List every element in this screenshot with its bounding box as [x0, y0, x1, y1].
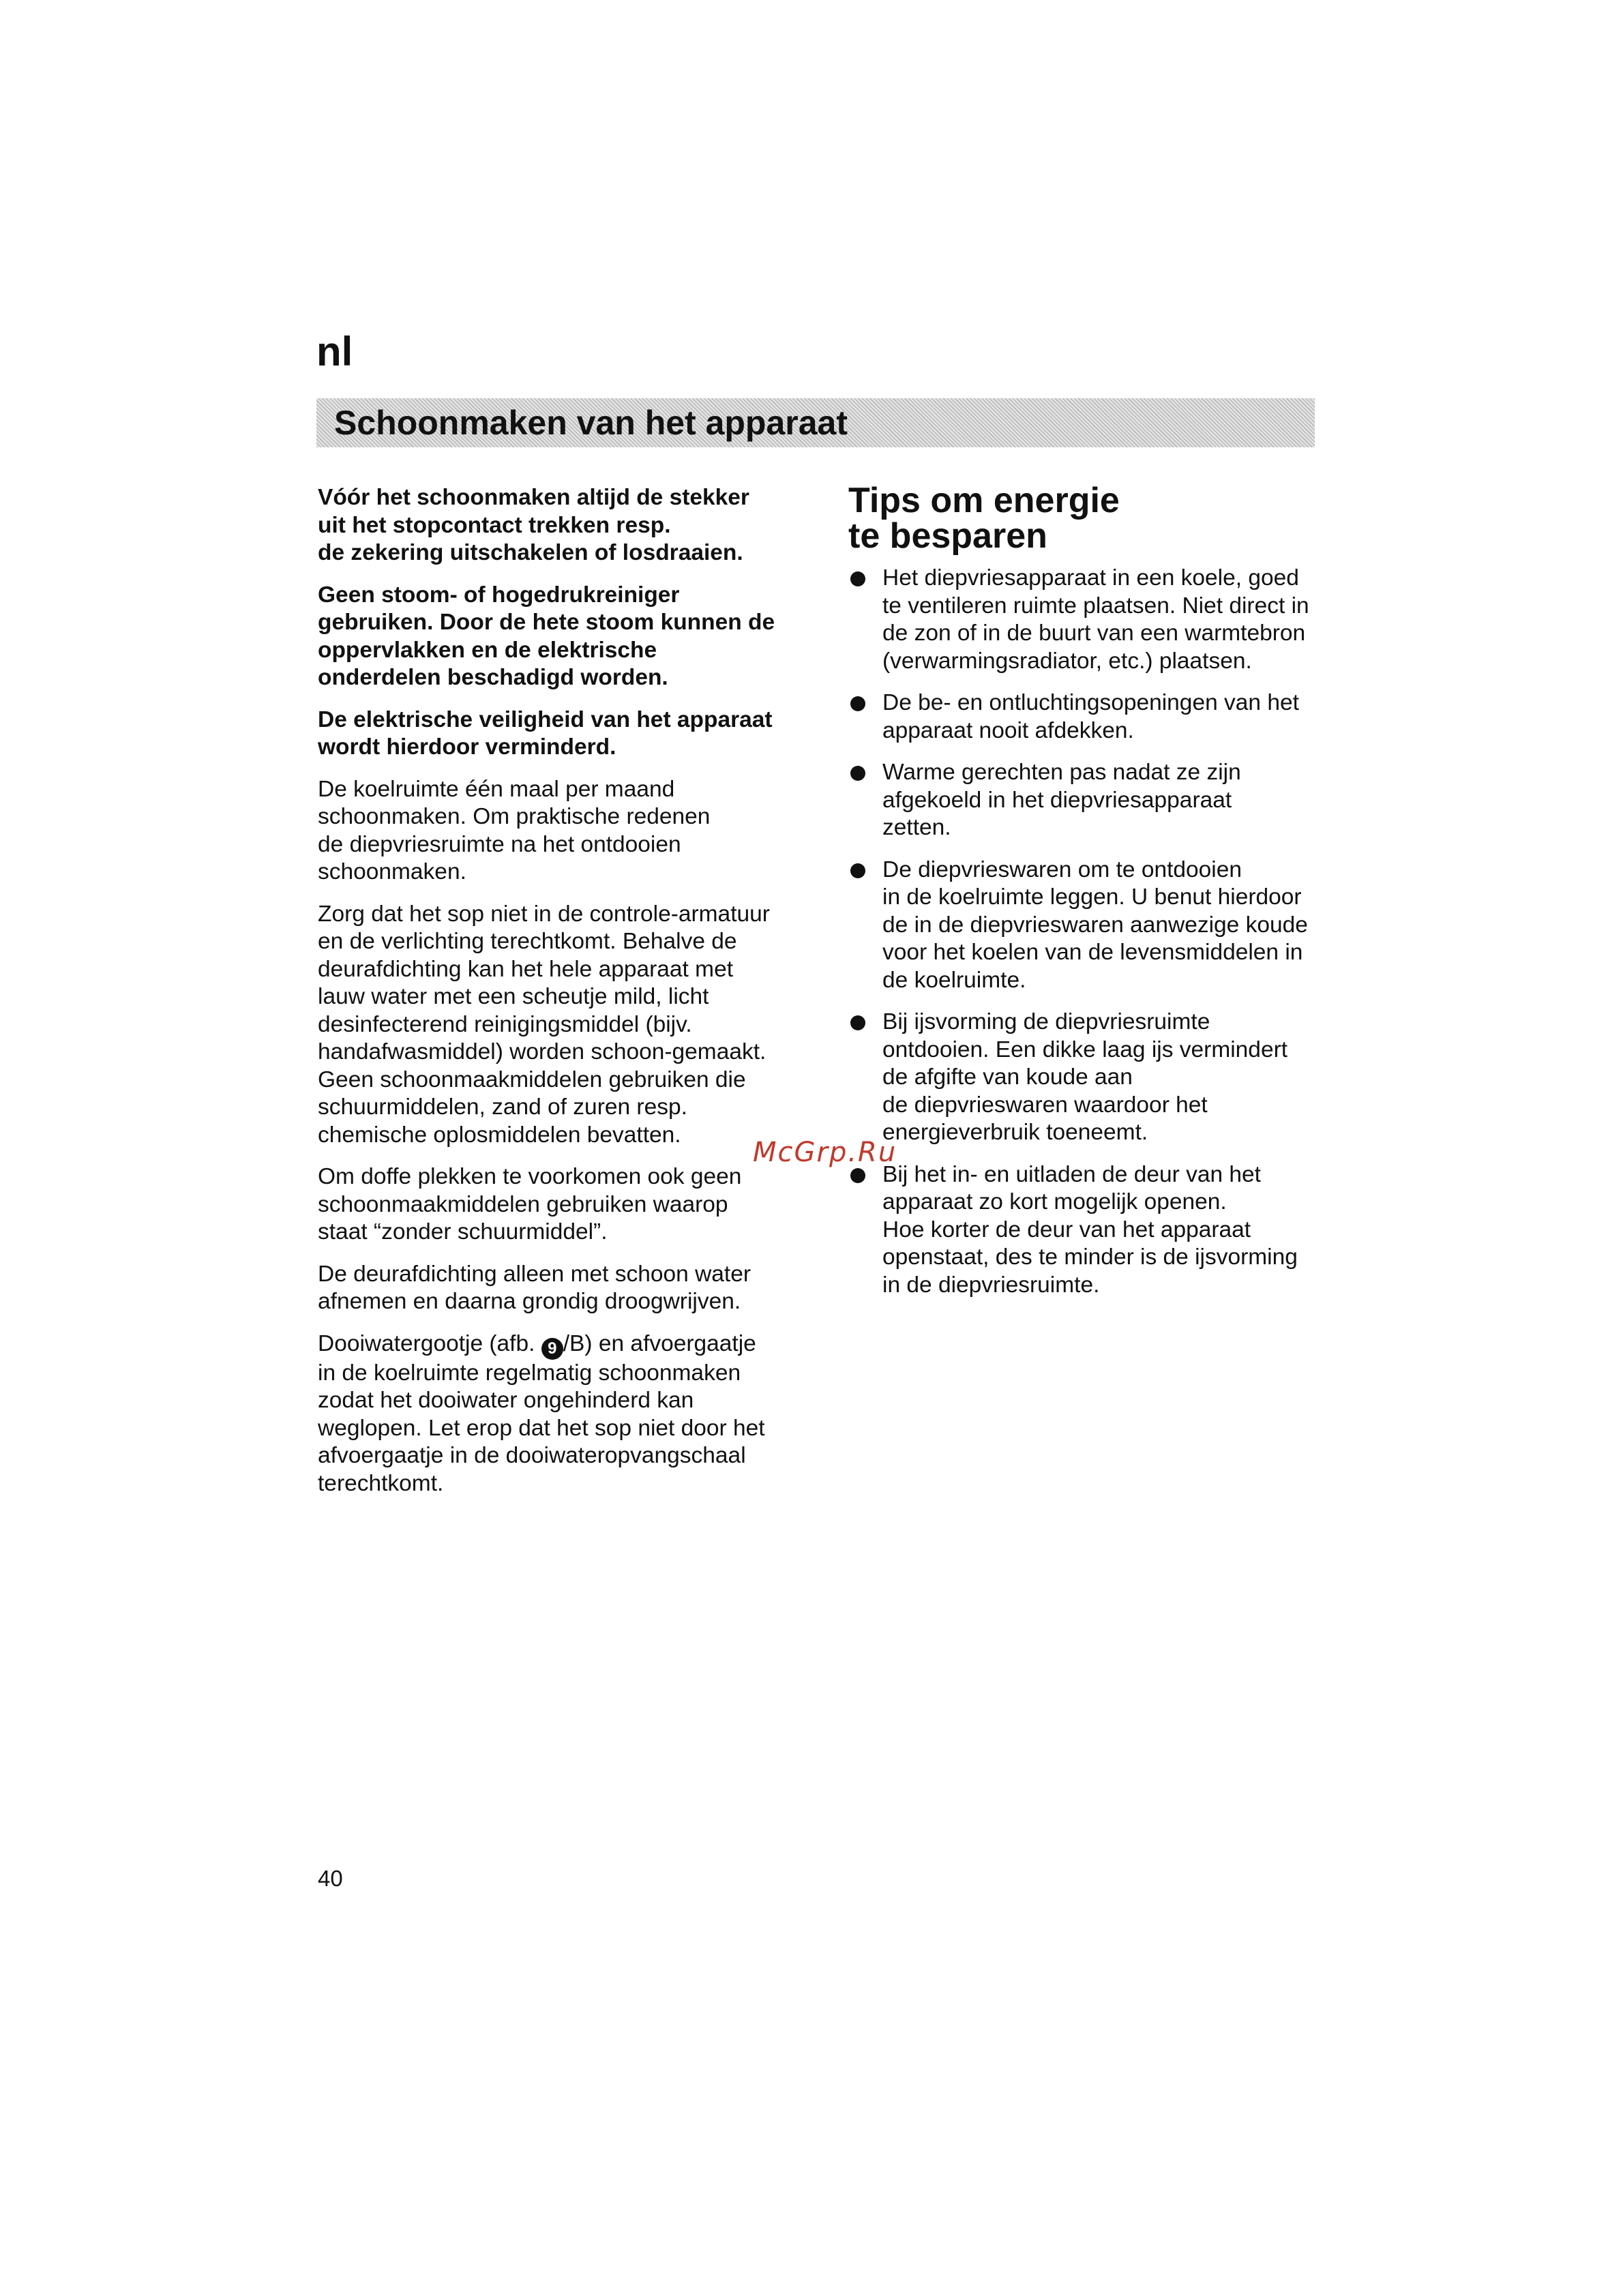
bullet-icon — [850, 696, 865, 711]
section-title: Schoonmaken van het apparaat — [334, 404, 848, 442]
tip-item — [848, 759, 1326, 842]
paragraph-door-seal: De deurafdichting alleen met schoon water afnemen en daarna grondig droogwrijven. — [318, 1261, 751, 1314]
tips-heading: Tips om energie te besparen — [848, 481, 1120, 556]
tip-text: Bij het in- en uitladen de deur van het apparaat zo kort mogelijk openen. Hoe korter de deur van het apparaat openstaat, des te minder is de ijsvorming in de diepvriesruimte. — [882, 1161, 1298, 1298]
tip-text: Warme gerechten pas nadat ze zijn afgekoeld in het diepvriesapparaat zetten. — [882, 760, 1241, 840]
tip-item — [848, 689, 1326, 745]
right-column — [848, 483, 1326, 1313]
drain-text-start: Dooiwatergootje (afb. — [318, 1330, 541, 1356]
tip-text: Het diepvriesapparaat in een koele, goed te ventileren ruimte plaatsen. Niet direct in de zon of in de buurt van een warmtebron (verwarmingsradiator, etc.) plaatsen. — [882, 565, 1309, 674]
section-title-bar — [316, 398, 1315, 447]
page-number: 40 — [318, 1866, 343, 1891]
warning-safety: De elektrische veiligheid van het apparaat wordt hierdoor verminderd. — [318, 706, 773, 760]
figure-number-badge: 9 — [541, 1338, 563, 1360]
bullet-icon — [850, 863, 865, 878]
tips-list — [848, 565, 1326, 1299]
paragraph-dull-spots: Om doffe plekken te voorkomen ook geen schoonmaakmiddelen gebruiken waarop staat “zonder schuurmiddel”. — [318, 1164, 742, 1244]
language-code: nl — [316, 329, 353, 374]
bullet-icon — [850, 766, 865, 781]
tip-item — [848, 565, 1326, 675]
warning-no-steam: Geen stoom- of hogedrukreiniger gebruiken. Door de hete stoom kunnen de oppervlakken en de elektrische onderdelen beschadigd worden. — [318, 582, 775, 690]
tip-item — [848, 1161, 1326, 1300]
warning-unplug: Vóór het schoonmaken altijd de stekker uit het stopcontact trekken resp. de zekering uitschakelen of losdraaien. — [318, 485, 749, 565]
drain-text-end: /B) en afvoergaatje in de koelruimte regelmatig schoonmaken zodat het dooiwater ongehinderd kan weglopen. Let erop dat het sop niet door het afvoergaatje in de dooiwateropvangschaal terechtkomt. — [318, 1330, 765, 1496]
tip-text: Bij ijsvorming de diepvriesruimte ontdooien. Een dikke laag ijs vermindert de afgifte van koude aan de diepvrieswaren waardoor het energieverbruik toeneemt. — [882, 1009, 1288, 1145]
paragraph-cleaning-method: Zorg dat het sop niet in de controle-armatuur en de verlichting terechtkomt. Behalve de deurafdichting kan het hele apparaat met lauw water met een scheutje mild, licht desinfecterend reinigingsmiddel (bijv. handafwasmiddel) worden schoon-gemaakt. Geen schoonmaakmiddelen gebruiken die schuurmiddelen, zand of zuren resp. chemische oplosmiddelen bevatten. — [318, 901, 770, 1148]
left-column — [318, 484, 809, 1512]
tip-text: De be- en ontluchtingsopeningen van het apparaat nooit afdekken. — [882, 690, 1299, 743]
tip-item — [848, 1009, 1326, 1147]
watermark: McGrp.Ru — [753, 1137, 897, 1168]
tip-item — [848, 856, 1326, 995]
paragraph-drain — [318, 1330, 809, 1498]
tip-text: De diepvrieswaren om te ontdooien in de koelruimte leggen. U benut hierdoor de in de diepvrieswaren aanwezige koude voor het koelen van de levensmiddelen in de koelruimte. — [882, 856, 1308, 993]
bullet-icon — [850, 1015, 865, 1030]
bullet-icon — [850, 571, 865, 586]
paragraph-cleaning-frequency: De koelruimte één maal per maand schoonmaken. Om praktische redenen de diepvriesruimte na het ontdooien schoonmaken. — [318, 776, 711, 884]
bullet-icon — [850, 1168, 865, 1183]
